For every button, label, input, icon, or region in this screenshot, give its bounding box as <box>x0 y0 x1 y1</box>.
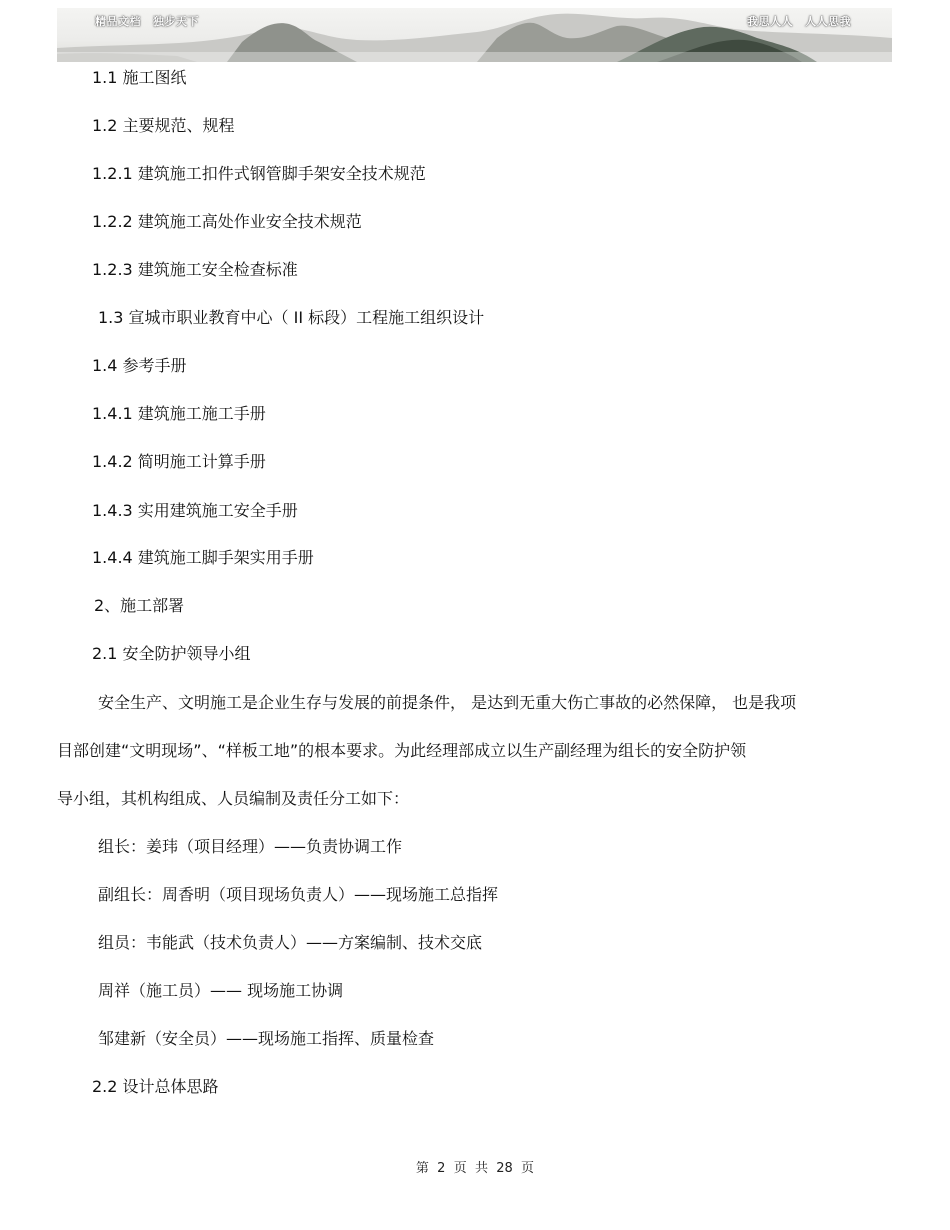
member-construction: 周祥（施工员）—— 现场施工协调 <box>98 981 344 1000</box>
item-1-2-3: 1.2.3 建筑施工安全检查标准 <box>92 260 298 279</box>
heading-1-4: 1.4 参考手册 <box>92 356 187 375</box>
heading-2-1: 2.1 安全防护领导小组 <box>92 644 251 663</box>
item-1-2-2: 1.2.2 建筑施工高处作业安全技术规范 <box>92 212 362 231</box>
item-1-2-1: 1.2.1 建筑施工扣件式钢管脚手架安全技术规范 <box>92 164 426 183</box>
header-right-phrase-1: 我思人人 <box>747 15 793 28</box>
heading-2: 2、施工部署 <box>94 596 185 615</box>
member-technical: 组员：韦能武（技术负责人）——方案编制、技术交底 <box>98 933 483 952</box>
header-right-slogan <box>747 13 863 29</box>
item-1-4-2: 1.4.2 简明施工计算手册 <box>92 452 266 471</box>
item-1-4-4: 1.4.4 建筑施工脚手架实用手册 <box>92 548 314 567</box>
member-safety: 邹建新（安全员）——现场施工指挥、质量检查 <box>98 1029 435 1048</box>
heading-2-2: 2.2 设计总体思路 <box>92 1077 219 1096</box>
paragraph-line-2: 目部创建“文明现场”、“样板工地”的根本要求。为此经理部成立以生产副经理为组长的安全防护领 <box>57 741 747 760</box>
heading-1-2: 1.2 主要规范、规程 <box>92 116 235 135</box>
header-left-phrase-2: 独步天下 <box>153 15 199 28</box>
paragraph-line-1: 安全生产、文明施工是企业生存与发展的前提条件， 是达到无重大伤亡事故的必然保障， 也是我项 <box>98 693 797 712</box>
header-left-phrase-1: 精品文档 <box>95 15 141 28</box>
member-leader: 组长：姜玮（项目经理）——负责协调工作 <box>98 837 403 856</box>
header-banner <box>57 8 892 62</box>
item-1-4-3: 1.4.3 实用建筑施工安全手册 <box>92 501 298 520</box>
header-left-slogan <box>95 13 211 29</box>
paragraph-line-3: 导小组，其机构组成、人员编制及责任分工如下： <box>57 789 410 808</box>
heading-1-1: 1.1 施工图纸 <box>92 68 187 87</box>
page-number-footer: 第 2 页 共 28 页 <box>415 1161 535 1176</box>
heading-1-3: 1.3 宣城市职业教育中心（ II 标段）工程施工组织设计 <box>98 308 485 327</box>
item-1-4-1: 1.4.1 建筑施工施工手册 <box>92 404 266 423</box>
member-deputy-leader: 副组长：周香明（项目现场负责人）——现场施工总指挥 <box>98 885 499 904</box>
header-right-phrase-2: 人人思我 <box>805 15 851 28</box>
